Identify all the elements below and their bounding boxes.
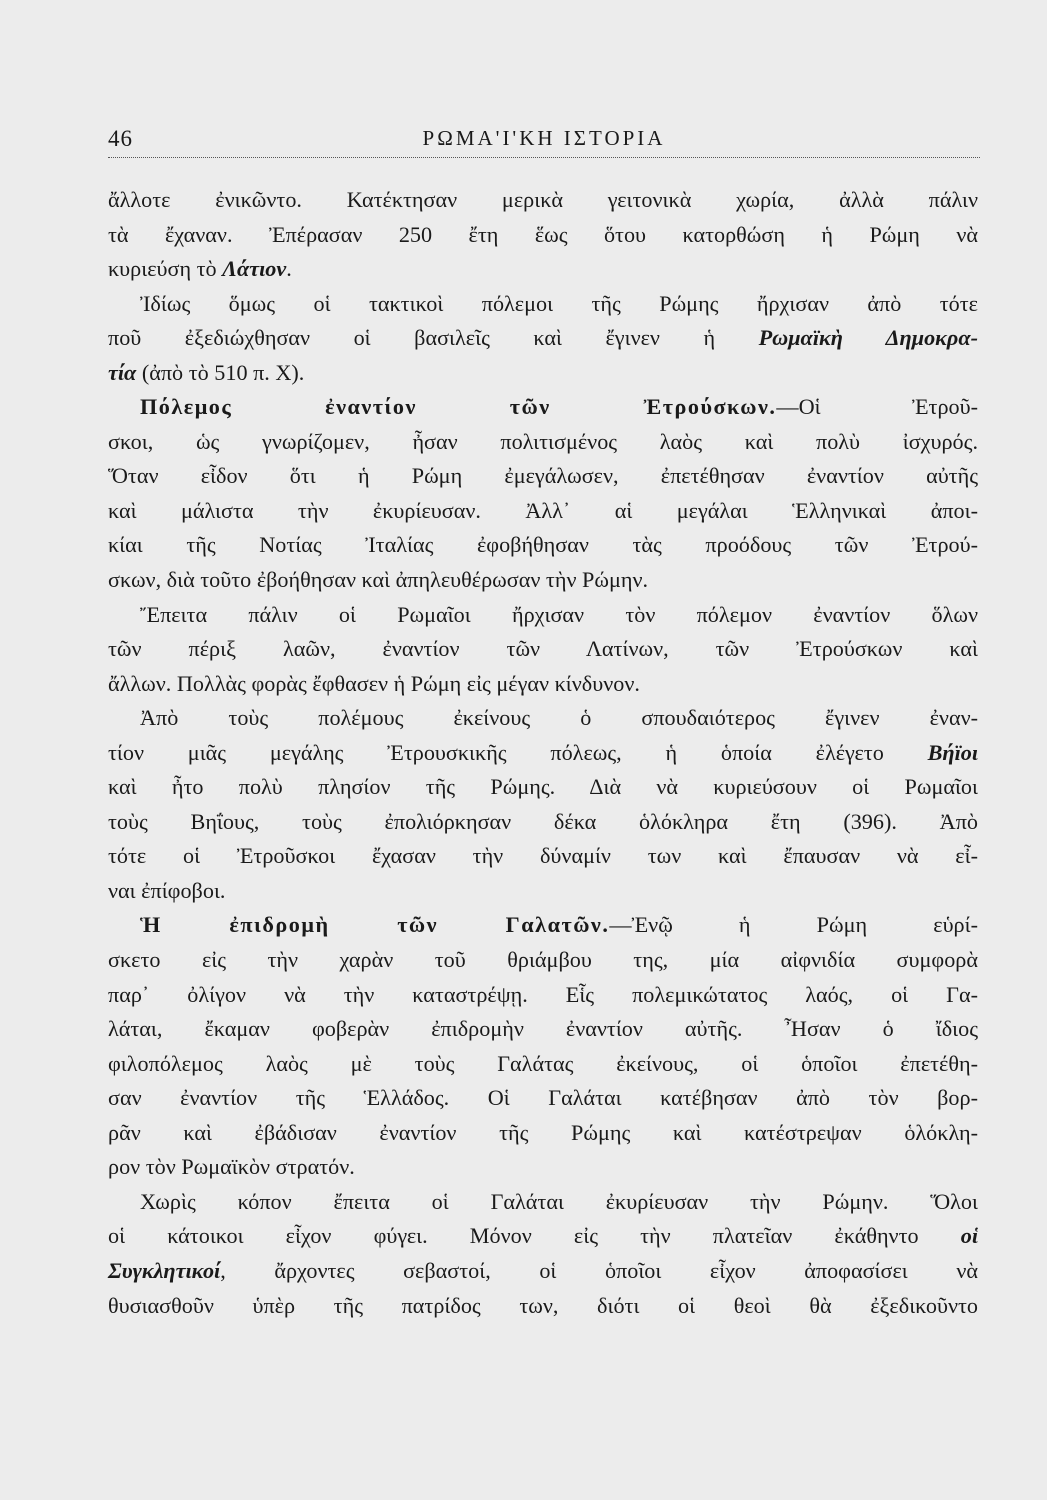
text-line (108, 667, 978, 702)
text-line (108, 459, 978, 494)
header-rule (108, 157, 980, 158)
text-run: τοὺς Βηΐους, τοὺς ἐπολιόρκησαν δέκα ὁλόκληρα ἔτη (396). Ἀπὸ (108, 808, 978, 834)
text-line (108, 390, 978, 425)
text-run: λάται, ἔκαμαν φοβερὰν ἐπιδρομὴν ἐναντίον αὐτῆς. Ἦσαν ὁ ἴδιος (108, 1016, 978, 1042)
text-run: —Ἐνῷ ἡ Ρώμη εὑρί- (609, 912, 978, 938)
text-line (108, 563, 978, 598)
text-run: (ἀπὸ τὸ 510 π. Χ). (136, 359, 305, 385)
text-line (108, 736, 978, 771)
text-line (108, 252, 978, 287)
text-run: οἱ κάτοικοι εἶχον φύγει. Μόνον εἰς τὴν πλατεῖαν ἐκάθηντο (108, 1223, 961, 1249)
text-run: ἄλλοτε ἐνικῶντο. Κατέκτησαν μερικὰ γειτονικὰ χωρία, ἀλλὰ πάλιν (108, 187, 978, 212)
emphasized-term: Ρωμαϊκὴ Δημοκρα- (758, 325, 979, 351)
emphasized-term: Συγκλητικοί (108, 1257, 221, 1283)
running-title: ΡΩΜΑ'Ι'ΚΗ ΙΣΤΟΡΙΑ (422, 126, 666, 150)
text-run: —Οἱ Ἐτροῦ- (776, 394, 978, 420)
text-run: ρον τὸν Ρωμαϊκὸν στρατόν. (108, 1154, 355, 1180)
text-run: σκων, διὰ τοῦτο ἐβοήθησαν καὶ ἀπηλευθέρωσαν τὴν Ρώμην. (108, 567, 649, 593)
text-run: , ἄρχοντες σεβαστοί, οἱ ὁποῖοι εἶχον ἀποφασίσει νὰ (220, 1257, 978, 1283)
text-line (108, 494, 978, 529)
text-line (108, 356, 978, 391)
text-run: καὶ ἦτο πολὺ πλησίον τῆς Ρώμης. Διὰ νὰ κυριεύσουν οἱ Ρωμαῖοι (108, 774, 978, 800)
text-run: Ἔπειτα πάλιν οἱ Ρωμαῖοι ἤρχισαν τὸν πόλεμον ἐναντίον ὅλων (140, 601, 978, 627)
text-run: ἄλλων. Πολλὰς φορὰς ἔφθασεν ἡ Ρώμη εἰς μέγαν κίνδυνον. (108, 670, 640, 696)
text-run: τὰ ἔχαναν. Ἐπέρασαν 250 ἔτη ἕως ὅτου κατορθώση ἡ Ρώμη νὰ (108, 221, 978, 247)
text-line (108, 701, 978, 736)
page-header (108, 126, 980, 166)
text-line (108, 632, 978, 667)
text-line (108, 528, 978, 563)
text-line (108, 1081, 978, 1116)
text-run: τίον μιᾶς μεγάλης Ἐτρουσκικῆς πόλεως, ἡ ὁποία ἐλέγετο (108, 739, 928, 765)
text-line (108, 978, 978, 1013)
text-run: Χωρὶς κόπον ἔπειτα οἱ Γαλάται ἐκυρίευσαν τὴν Ρώμην. Ὅλοι (140, 1188, 978, 1214)
text-line (108, 805, 978, 840)
text-run: σκοι, ὡς γνωρίζομεν, ἦσαν πολιτισμένος λαὸς καὶ πολὺ ἰσχυρός. (108, 428, 978, 454)
text-line (108, 287, 978, 322)
text-run: ρᾶν καὶ ἐβάδισαν ἐναντίον τῆς Ρώμης καὶ κατέστρεψαν ὁλόκλη- (108, 1119, 978, 1145)
text-run: ποῦ ἐξεδιώχθησαν οἱ βασιλεῖς καὶ ἔγινεν ἡ (108, 325, 759, 351)
text-run: καὶ μάλιστα τὴν ἐκυρίευσαν. Ἀλλ᾽ αἱ μεγάλαι Ἑλληνικαὶ ἀποι- (108, 497, 978, 523)
emphasized-term: Λάτιον (222, 256, 287, 282)
text-run: ναι ἐπίφοβοι. (108, 877, 226, 903)
body-text (108, 183, 978, 1323)
text-line (108, 1116, 978, 1151)
text-line (108, 1219, 978, 1254)
text-line (108, 1047, 978, 1082)
text-line (108, 1185, 978, 1220)
text-run: σαν ἐναντίον τῆς Ἑλλάδος. Οἱ Γαλάται κατέβησαν ἀπὸ τὸν βορ- (108, 1085, 978, 1111)
text-line (108, 1012, 978, 1047)
text-line (108, 1289, 978, 1324)
text-run: . (286, 256, 292, 282)
text-run: Ἰδίως ὅμως οἱ τακτικοὶ πόλεμοι τῆς Ρώμης ἤρχισαν ἀπὸ τότε (140, 290, 978, 316)
text-line (108, 183, 978, 218)
text-line (108, 908, 978, 943)
text-line (108, 1150, 978, 1185)
text-line (108, 943, 978, 978)
text-line (108, 770, 978, 805)
text-run: τῶν πέριξ λαῶν, ἐναντίον τῶν Λατίνων, τῶν Ἐτρούσκων καὶ (108, 636, 978, 662)
emphasized-term: Βήϊοι (927, 739, 978, 765)
text-run: Ἀπὸ τοὺς πολέμους ἐκείνους ὁ σπουδαιότερος ἔγινεν ἐναν- (140, 705, 978, 731)
text-line (108, 874, 978, 909)
text-run: θυσιασθοῦν ὑπὲρ τῆς πατρίδος των, διότι οἱ θεοὶ θὰ ἐξεδικοῦντο (108, 1292, 978, 1318)
text-line (108, 839, 978, 874)
text-run: σκετο εἰς τὴν χαρὰν τοῦ θριάμβου της, μία αἰφνιδία συμφορὰ (108, 947, 978, 973)
text-line (108, 598, 978, 633)
emphasized-term: τία (108, 359, 137, 385)
text-run: παρ᾽ ὀλίγον νὰ τὴν καταστρέψῃ. Εἷς πολεμικώτατος λαός, οἱ Γα- (108, 981, 978, 1007)
text-run: τότε οἱ Ἐτροῦσκοι ἔχασαν τὴν δύναμίν των καὶ ἔπαυσαν νὰ εἶ- (108, 843, 978, 869)
text-run: Ὅταν εἶδον ὅτι ἡ Ρώμη ἐμεγάλωσεν, ἐπετέθησαν ἐναντίον αὐτῆς (108, 463, 978, 489)
text-run: κυριεύση τὸ (108, 256, 223, 282)
text-line (108, 321, 978, 356)
emphasized-term: οἱ (960, 1223, 978, 1249)
text-run: φιλοπόλεμος λαὸς μὲ τοὺς Γαλάτας ἐκείνους, οἱ ὁποῖοι ἐπετέθη- (108, 1050, 978, 1076)
page-number: 46 (108, 126, 133, 151)
text-run: κίαι τῆς Νοτίας Ἰταλίας ἐφοβήθησαν τὰς προόδους τῶν Ἐτρού- (108, 532, 978, 558)
text-line (108, 218, 978, 253)
section-heading: Ἡ ἐπιδρομὴ τῶν Γαλατῶν. (140, 912, 610, 938)
text-line (108, 1254, 978, 1289)
section-heading: Πόλεμος ἐναντίον τῶν Ἐτρούσκων. (140, 394, 777, 420)
text-line (108, 425, 978, 460)
